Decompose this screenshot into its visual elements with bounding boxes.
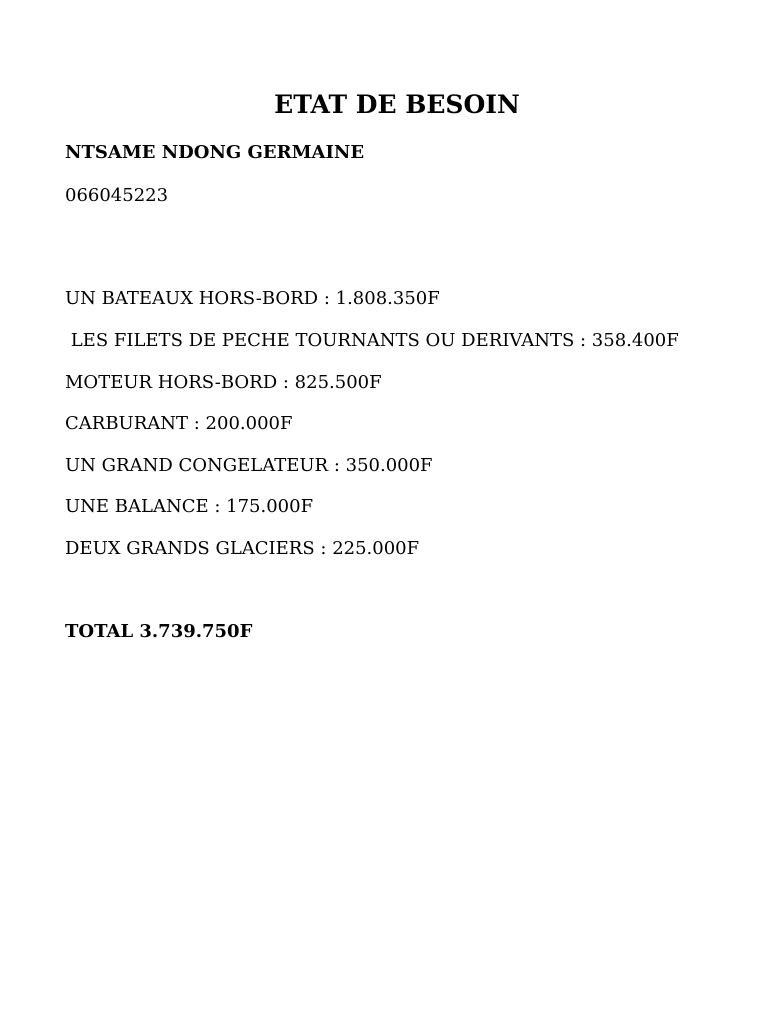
person-name: NTSAME NDONG GERMAINE xyxy=(65,142,365,163)
list-item: CARBURANT : 200.000F xyxy=(65,413,293,434)
total-amount: TOTAL 3.739.750F xyxy=(65,621,253,642)
list-item: MOTEUR HORS-BORD : 825.500F xyxy=(65,372,382,393)
list-item: DEUX GRANDS GLACIERS : 225.000F xyxy=(65,538,420,559)
list-item: LES FILETS DE PECHE TOURNANTS OU DERIVANTS : 358.400F xyxy=(65,330,679,351)
phone-number: 066045223 xyxy=(65,185,169,206)
list-item: UNE BALANCE : 175.000F xyxy=(65,496,314,517)
list-item: UN BATEAUX HORS-BORD : 1.808.350F xyxy=(65,288,440,309)
list-item: UN GRAND CONGELATEUR : 350.000F xyxy=(65,455,433,476)
document-title: ETAT DE BESOIN xyxy=(274,90,520,119)
